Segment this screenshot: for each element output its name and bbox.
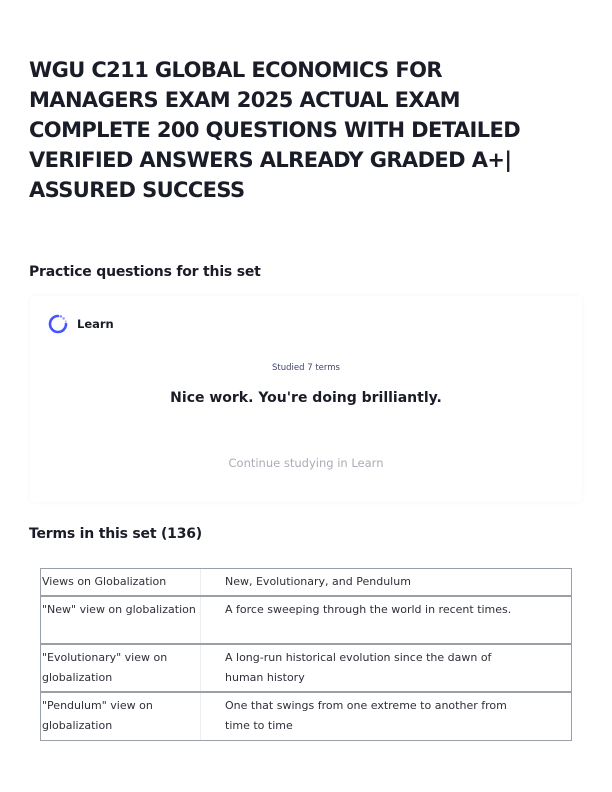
table-row (41, 569, 571, 597)
learn-mode-label: Learn (77, 317, 114, 331)
definition-cell: One that swings from one extreme to another from time to time (225, 699, 507, 732)
praise-message: Nice work. You're doing brilliantly. (170, 390, 442, 406)
term-cell: "Pendulum" view on globalization (41, 693, 201, 740)
practice-section-heading: Practice questions for this set (29, 264, 261, 280)
learn-mode-button[interactable] (48, 314, 114, 334)
terms-table (40, 568, 572, 741)
learn-card (30, 296, 582, 502)
term-cell: "New" view on globalization (41, 597, 201, 643)
table-row (41, 693, 571, 740)
definition-cell: New, Evolutionary, and Pendulum (225, 575, 411, 588)
definition-cell: A long-run historical evolution since the dawn of human history (225, 651, 492, 684)
studied-count: Studied 7 terms (272, 363, 340, 373)
terms-section-heading: Terms in this set (136) (29, 526, 203, 542)
document-title: WGU C211 GLOBAL ECONOMICS FOR MANAGERS EXAM 2025 ACTUAL EXAM COMPLETE 200 QUESTIONS WITH DETAILED VERIFIED ANSWERS ALREADY GRADED A+| ASSURED SUCCESS (29, 58, 521, 202)
term-cell: Views on Globalization (41, 569, 201, 595)
learn-progress-icon (48, 314, 68, 334)
continue-learn-link[interactable]: Continue studying in Learn (228, 456, 384, 470)
table-row (41, 645, 571, 693)
table-row (41, 597, 571, 645)
term-cell: "Evolutionary" view on globalization (41, 645, 201, 691)
definition-cell: A force sweeping through the world in recent times. (225, 603, 512, 616)
